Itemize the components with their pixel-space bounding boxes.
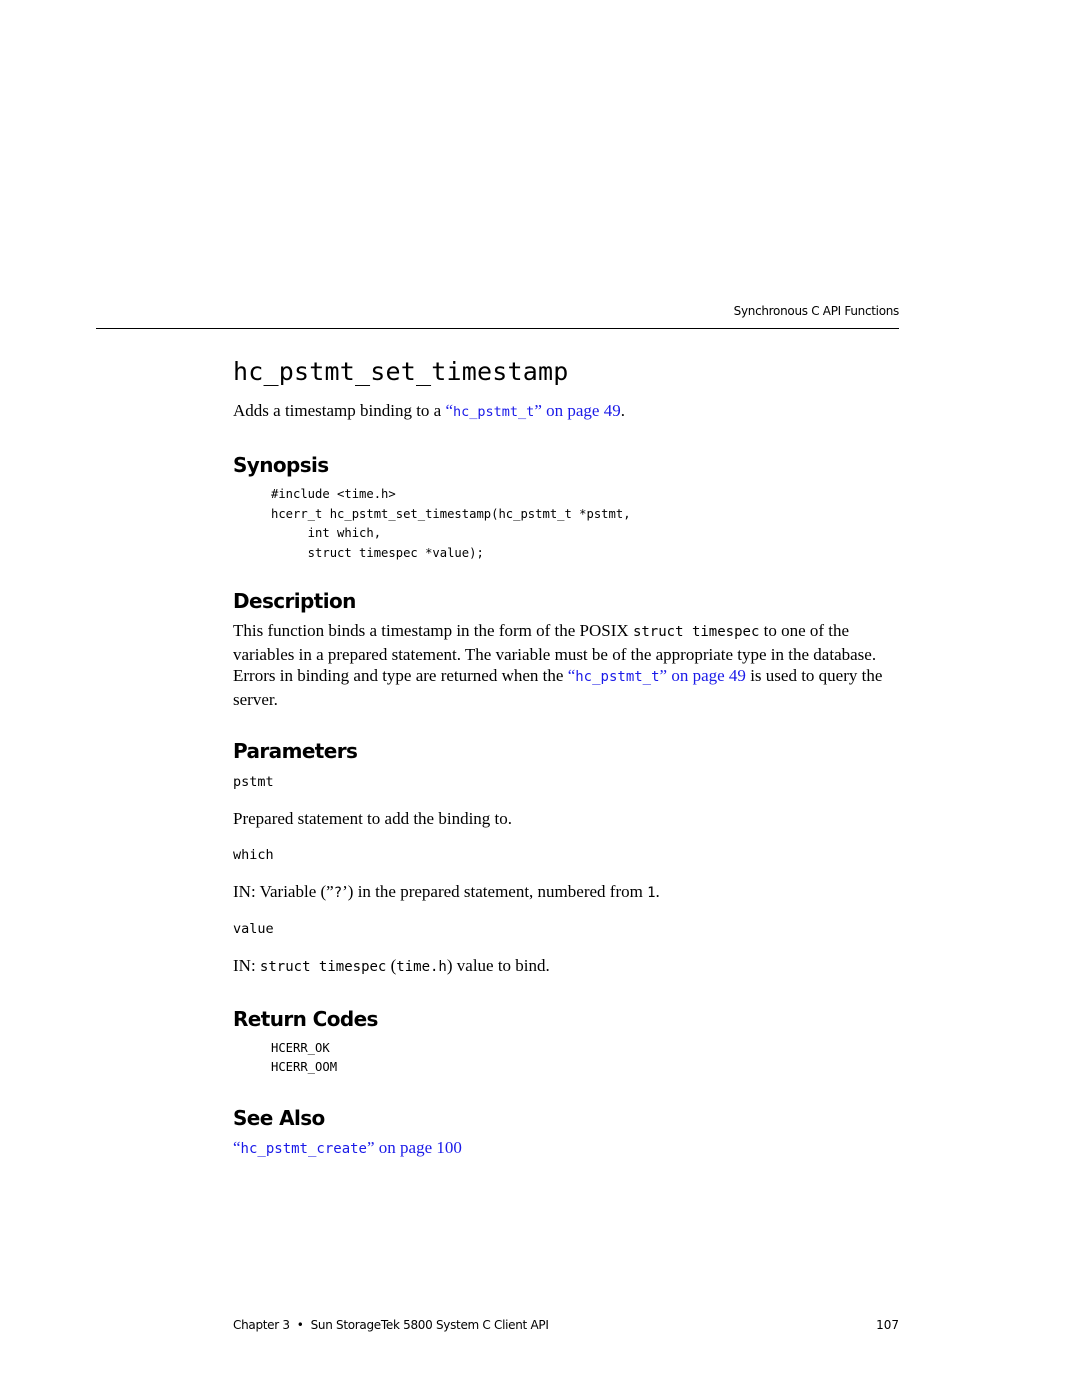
param-name-pstmt: pstmt: [233, 774, 274, 790]
param-desc-run: ) value to bind.: [446, 956, 550, 975]
link-rest: ” on page 49: [534, 401, 621, 420]
running-header: Synchronous C API Functions: [733, 304, 899, 318]
description-run: to one of the variables in a prepared statement. The variable must be of the appropriate type in the database. Errors in binding and type are returned when the: [233, 621, 877, 685]
header-rule: [96, 328, 899, 329]
page-content: [233, 354, 900, 1160]
code-line: int which,: [271, 526, 382, 540]
param-desc-code: 1: [647, 884, 656, 901]
page-number: 107: [876, 1318, 899, 1332]
link-rest: ” on page 100: [366, 1137, 462, 1157]
hc-pstmt-t-link[interactable]: [568, 666, 746, 685]
link-code: hc_pstmt_create: [240, 1140, 367, 1157]
return-code: HCERR_OOM: [271, 1060, 338, 1074]
link-open-quote: “: [233, 1137, 241, 1157]
footer-chapter: Chapter 3: [233, 1318, 290, 1332]
param-desc-code: struct timespec: [259, 959, 387, 975]
code-line: struct timespec *value);: [271, 545, 484, 560]
description-heading: Description: [233, 589, 356, 613]
return-codes-list: [233, 1039, 900, 1078]
param-desc-which: [233, 881, 900, 905]
param-desc-run: IN: Variable (”: [233, 881, 334, 901]
link-open-quote: “: [567, 666, 576, 685]
param-desc-run: .: [655, 881, 660, 901]
return-code: HCERR_OK: [271, 1040, 330, 1055]
link-open-quote: “: [445, 401, 454, 420]
param-desc-run: ’) in the prepared statement, numbered from: [342, 881, 648, 901]
function-summary: [233, 400, 900, 423]
description-text: [233, 620, 900, 710]
description-code: struct timespec: [632, 624, 760, 640]
code-line: #include <time.h>: [271, 487, 396, 501]
link-rest: ” on page 49: [659, 666, 746, 685]
param-desc-run: (: [386, 956, 397, 975]
see-also-entry: [233, 1137, 900, 1161]
see-also-heading: See Also: [233, 1105, 325, 1130]
link-code: hc_pstmt_t: [453, 404, 535, 420]
hc-pstmt-t-link[interactable]: [445, 401, 620, 420]
param-name-which: which: [233, 846, 274, 863]
hc-pstmt-create-link[interactable]: [233, 1138, 462, 1157]
param-desc-pstmt: Prepared statement to add the binding to.: [233, 809, 513, 828]
synopsis-heading: Synopsis: [233, 453, 329, 477]
description-run: This function binds a timestamp in the form of the POSIX: [233, 621, 633, 640]
return-codes-heading: Return Codes: [233, 1006, 378, 1031]
param-desc-code: ?: [333, 884, 343, 901]
footer-book-title: Sun StorageTek 5800 System C Client API: [310, 1318, 549, 1332]
parameters-heading: Parameters: [233, 739, 358, 763]
footer-bullet: •: [296, 1318, 304, 1332]
param-desc-run: IN:: [233, 956, 260, 975]
param-name-value: value: [233, 921, 274, 937]
code-line: hcerr_t hc_pstmt_set_timestamp(hc_pstmt_t *pstmt,: [271, 506, 631, 521]
summary-suffix: .: [620, 401, 625, 420]
param-desc-value: [233, 955, 900, 979]
synopsis-code: [233, 485, 900, 563]
description-run: is used to query the server.: [233, 666, 883, 709]
page-footer: [233, 1318, 549, 1332]
link-code: hc_pstmt_t: [575, 669, 660, 685]
param-desc-code: time.h: [396, 959, 447, 975]
summary-text: Adds a timestamp binding to a: [233, 401, 446, 420]
function-title: hc_pstmt_set_timestamp: [233, 357, 569, 386]
